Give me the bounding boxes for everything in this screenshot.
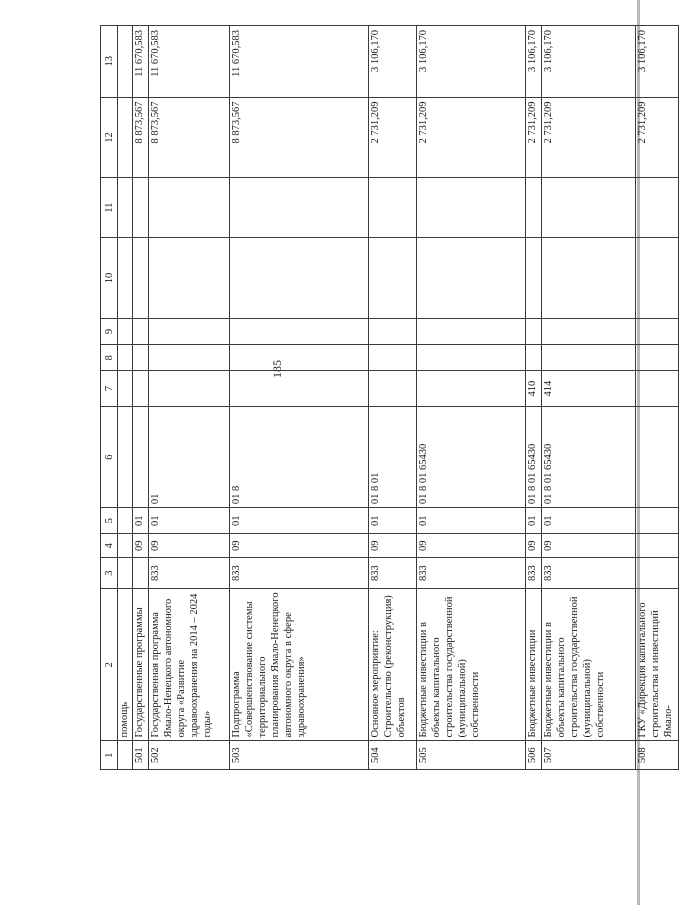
table-row [230, 26, 369, 770]
table-cell-c11 [542, 178, 636, 238]
table-cell-name: помощь [118, 589, 133, 741]
table-cell-c7: 414 [542, 371, 636, 407]
column-header: 8 [101, 345, 118, 371]
table-cell-c12: 2 731,209 [636, 97, 679, 178]
column-header: 2 [101, 589, 118, 741]
table-cell-c11 [636, 178, 679, 238]
table-cell-c6: 01 8 [230, 406, 369, 507]
rotated-table-container [100, 25, 674, 770]
table-cell-name: Государственная программа Ямало-Ненецкого автономного округа «Развитие здравоохранения на 2014 – 2024 годы» [149, 589, 230, 741]
table-cell-c4: 09 [417, 534, 526, 558]
page-number: 185 [270, 360, 284, 378]
table-cell-c9 [542, 318, 636, 344]
table-cell-c7 [369, 371, 417, 407]
table-header-row [101, 26, 118, 770]
table-cell-c12: 8 873,567 [230, 97, 369, 178]
table-cell-c6: 01 8 01 65430 [542, 406, 636, 507]
table-cell-c8 [230, 345, 369, 371]
table-cell-id [118, 741, 133, 770]
column-header: 9 [101, 318, 118, 344]
table-cell-name: Бюджетные инвестиции в объекты капитального строительства государственной (муниципальной) собственности [542, 589, 636, 741]
table-cell-c11 [369, 178, 417, 238]
table-cell-c3 [636, 558, 679, 589]
column-header: 6 [101, 406, 118, 507]
table-cell-c3 [133, 558, 149, 589]
table-cell-id: 505 [417, 741, 526, 770]
table-cell-name: Бюджетные инвестиции [526, 589, 542, 741]
table-cell-c11 [230, 178, 369, 238]
table-cell-c11 [417, 178, 526, 238]
table-cell-c7 [118, 371, 133, 407]
table-cell-c12 [118, 97, 133, 178]
table-cell-c12: 8 873,567 [149, 97, 230, 178]
table-cell-c4: 09 [230, 534, 369, 558]
table-cell-c5: 01 [526, 508, 542, 534]
table-cell-c8 [149, 345, 230, 371]
column-header: 13 [101, 26, 118, 98]
table-cell-c8 [542, 345, 636, 371]
table-cell-id: 507 [542, 741, 636, 770]
table-row [133, 26, 149, 770]
table-cell-c4 [118, 534, 133, 558]
table-cell-c5: 01 [230, 508, 369, 534]
table-cell-name: Бюджетные инвестиции в объекты капитального строительства государственной (муниципальной) собственности [417, 589, 526, 741]
table-row [369, 26, 417, 770]
column-header: 11 [101, 178, 118, 238]
column-header: 10 [101, 237, 118, 318]
table-cell-c8 [133, 345, 149, 371]
table-cell-c10 [149, 237, 230, 318]
table-cell-c9 [526, 318, 542, 344]
column-header: 3 [101, 558, 118, 589]
table-cell-c3 [118, 558, 133, 589]
table-cell-c7 [133, 371, 149, 407]
table-cell-c6 [636, 406, 679, 507]
table-cell-c11 [149, 178, 230, 238]
column-header: 1 [101, 741, 118, 770]
table-cell-name: ГКУ «Дирекция капитального строительства и инвестиций Ямало- [636, 589, 679, 741]
table-cell-c8 [417, 345, 526, 371]
table-cell-c5: 01 [133, 508, 149, 534]
table-cell-c11 [118, 178, 133, 238]
table-cell-c7 [636, 371, 679, 407]
table-cell-c11 [526, 178, 542, 238]
table-cell-c9 [417, 318, 526, 344]
table-cell-c13: 11 670,583 [133, 26, 149, 98]
table-cell-id: 502 [149, 741, 230, 770]
table-cell-c13: 3 106,170 [369, 26, 417, 98]
table-cell-c10 [133, 237, 149, 318]
table-row [542, 26, 636, 770]
table-cell-id: 504 [369, 741, 417, 770]
table-cell-c6: 01 8 01 [369, 406, 417, 507]
table-cell-c7 [149, 371, 230, 407]
table-cell-c3: 833 [526, 558, 542, 589]
table-cell-c7 [230, 371, 369, 407]
table-cell-c9 [636, 318, 679, 344]
table-cell-id: 503 [230, 741, 369, 770]
table-cell-c10 [542, 237, 636, 318]
column-header: 4 [101, 534, 118, 558]
table-cell-c3: 833 [417, 558, 526, 589]
table-cell-c6 [118, 406, 133, 507]
table-cell-c8 [526, 345, 542, 371]
table-row [118, 26, 133, 770]
table-cell-c9 [118, 318, 133, 344]
table-cell-c12: 2 731,209 [369, 97, 417, 178]
table-cell-name: Государственные программы [133, 589, 149, 741]
table-cell-c12: 8 873,567 [133, 97, 149, 178]
table-row [417, 26, 526, 770]
table-cell-c5: 01 [417, 508, 526, 534]
table-cell-c6: 01 [149, 406, 230, 507]
table-cell-c11 [133, 178, 149, 238]
table-cell-c4 [636, 534, 679, 558]
table-cell-c10 [417, 237, 526, 318]
table-row [149, 26, 230, 770]
table-cell-c6: 01 8 01 65430 [417, 406, 526, 507]
table-cell-c9 [133, 318, 149, 344]
table-cell-c10 [230, 237, 369, 318]
table-cell-name: Подпрограмма «Совершенствование системы территориального планирования Ямало-Ненецкого автономного округа в сфере здравоохранения» [230, 589, 369, 741]
table-cell-c13: 11 670,583 [230, 26, 369, 98]
table-cell-c6: 01 8 01 65430 [526, 406, 542, 507]
table-cell-c4: 09 [542, 534, 636, 558]
table-cell-id: 506 [526, 741, 542, 770]
column-header: 5 [101, 508, 118, 534]
table-cell-c12: 2 731,209 [542, 97, 636, 178]
table-cell-c9 [369, 318, 417, 344]
table-cell-c13 [118, 26, 133, 98]
table-cell-c4: 09 [149, 534, 230, 558]
table-cell-c5: 01 [149, 508, 230, 534]
column-header: 7 [101, 371, 118, 407]
table-cell-c8 [369, 345, 417, 371]
table-cell-c13: 3 106,170 [417, 26, 526, 98]
table-cell-c7: 410 [526, 371, 542, 407]
table-cell-c3: 833 [149, 558, 230, 589]
table-cell-c4: 09 [133, 534, 149, 558]
table-cell-c12: 2 731,209 [417, 97, 526, 178]
table-cell-id: 501 [133, 741, 149, 770]
table-cell-c7 [417, 371, 526, 407]
table-cell-c8 [636, 345, 679, 371]
table-cell-c6 [133, 406, 149, 507]
table-cell-c5: 01 [542, 508, 636, 534]
table-cell-c5 [118, 508, 133, 534]
table-cell-c10 [636, 237, 679, 318]
table-cell-c13: 11 670,583 [149, 26, 230, 98]
table-cell-c3: 833 [542, 558, 636, 589]
table-cell-c5 [636, 508, 679, 534]
table-cell-c4: 09 [369, 534, 417, 558]
table-row [526, 26, 542, 770]
table-cell-c10 [118, 237, 133, 318]
table-cell-c10 [369, 237, 417, 318]
table-cell-c5: 01 [369, 508, 417, 534]
table-cell-c13: 3 106,170 [636, 26, 679, 98]
table-cell-c13: 3 106,170 [526, 26, 542, 98]
table-cell-c4: 09 [526, 534, 542, 558]
column-header: 12 [101, 97, 118, 178]
table-cell-c10 [526, 237, 542, 318]
budget-table [100, 25, 679, 770]
table-cell-c13: 3 106,170 [542, 26, 636, 98]
table-cell-name: Основное мероприятие: Строительство (реконструкция) объектов [369, 589, 417, 741]
table-cell-c3: 833 [369, 558, 417, 589]
table-cell-c12: 2 731,209 [526, 97, 542, 178]
table-cell-c3: 833 [230, 558, 369, 589]
table-cell-c9 [149, 318, 230, 344]
table-cell-c9 [230, 318, 369, 344]
table-cell-c8 [118, 345, 133, 371]
table-row [636, 26, 679, 770]
table-cell-id: 508 [636, 741, 679, 770]
